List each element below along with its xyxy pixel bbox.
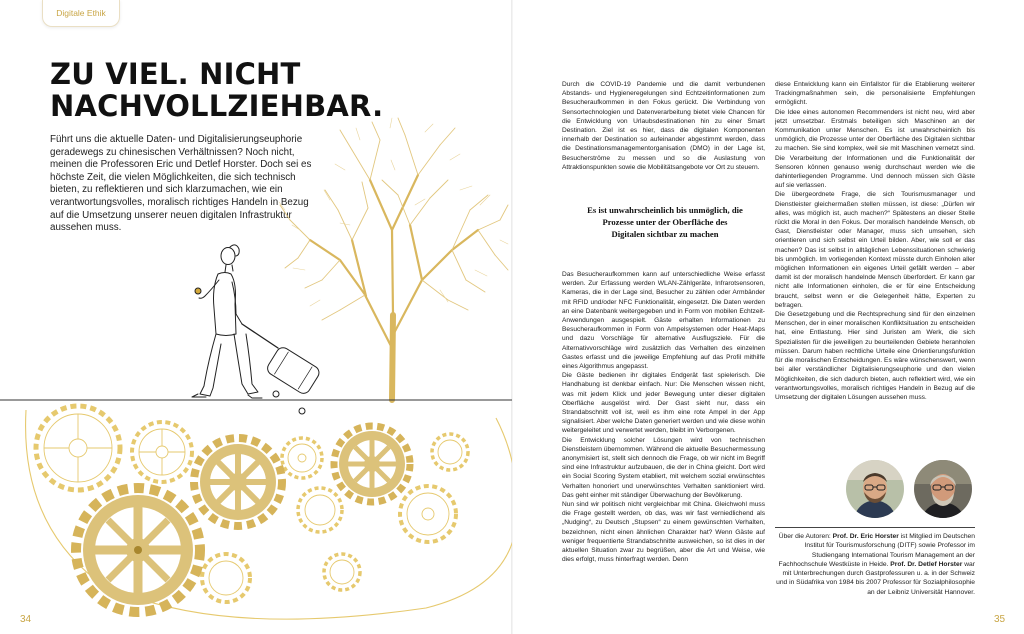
text-column-1: [562, 80, 765, 190]
gears-illustration: [26, 406, 512, 619]
page-number-left: 34: [20, 614, 32, 625]
authors-divider: [775, 527, 975, 528]
author-bio-1: ist Mitglied im Deutschen Institut für Tourismusforschung (DITF) sowie Professor im Studiengang International Tourism Management an der Fachhochschule Westküste in Heide.: [778, 533, 975, 568]
author-photo-eric: [846, 460, 904, 518]
page-number-right: 35: [994, 614, 1006, 625]
authors-intro: Über die Autoren:: [778, 533, 833, 540]
paragraph: Das Besucheraufkommen kann auf unterschiedliche Weise erfasst werden. Zur Erfassung werden WLAN-Zählgeräte, Infrarotsensoren, Kameras, die in der Lage sind, Besucher zu zählen oder Armbänder mit RFID und/oder NFC Funktionalität, eingesetzt. Die Daten werden an eine Datenbank weitergegeben und in Form von mobilen Echtzeit-Anwendungen ausgespielt. Gäste erhalten Informationen zu Besucheraufkommen in Form von Ampelsystemen oder Heat-Maps und dazu Vorschläge für alternative Ausflugsziele. Für die Alternativvorschläge wird zusätzlich das Verhalten des einzelnen Gastes erfasst und die jeweilige Empfehlung auf das Profil mithilfe eines Algorithmus angepasst.: [562, 271, 765, 371]
paragraph: Nun sind wir politisch nicht vergleichbar mit China. Gleichwohl muss die Frage gestellt werden, ob das, was wir fast verniedlichend als „Nudging“, zu Deutsch „Stupsen“ zu einem gewünschten Verhalten, bezeichnen, nicht einen ähnlichen Charakter hat? Wenn Gäste auf weniger frequentierte Strandabschnitte ausweichen, so ist dies in der aktuellen Situation zwar zu begrüßen, aber die Art und Weise, wie dies erfolgt, muss hinterfragt werden. Denn: [562, 501, 765, 564]
text-column-1-continued: [562, 270, 765, 626]
paragraph: Die Entwicklung solcher Lösungen wird von technischen Dienstleistern übernommen. Während die aktuelle Besuchermessung anonymisiert ist, stellt sich dennoch die Frage, ob wir nicht im Begriff sind eine Infrastruktur aufzubauen, die der in China gleicht. Dort wird ein Social Scoring System etabliert, mit welchem sozial erwünschtes Verhalten honoriert und unerwünschtes Verhalten sanktioniert wird. Das geht einher mit ständiger Überwachung der Bevölkerung.: [562, 436, 765, 499]
pull-quote: Es ist unwahrscheinlich bis unmöglich, die Prozesse unter der Oberfläche des Digitalen sichtbar zu machen: [587, 205, 743, 239]
author-bio-2: war mit Unterbrechungen durch Gastprofessuren u. a. in der Schweiz und in Südafrika von 1984 bis 2007 Professor für Sozialphilosophie an der Leibniz Universität Hannover.: [776, 560, 975, 596]
paragraph: Die Idee eines autonomen Recommenders ist nicht neu, wird aber jetzt umsetzbar. Erstmals beteiligen sich Maschinen an der Kommunikation unter Menschen. Es ist unwahrscheinlich bis unmöglich, die Prozesse unter der Oberfläche des Digitalen sichtbar zu machen. Sie sind komplex, weil sie mit Maschinen vernetzt sind. Die Verarbeitung der Informationen und die Funktionalität der Sensoren können genauso wenig durchschaut werden wie die dahinterliegenden Programme. Und dennoch müssen sich Gäste auf sie verlassen.: [775, 108, 975, 190]
author-photo: [846, 460, 904, 518]
section-tag: Digitale Ethik: [42, 0, 120, 27]
text-column-2: [775, 80, 975, 420]
paragraph: diese Entwicklung kann ein Einfallstor für die Etablierung weiterer Trackingmaßnahmen sein, die personalisierte Empfehlungen ermöglicht.: [775, 81, 975, 107]
lead-paragraph: Führt uns die aktuelle Daten- und Digitalisierungseuphorie geradewegs zu chinesischen Verhältnissen? Noch nicht, meinen die Professoren Eric und Detlef Horster. Doch sei es höchste Zeit, die vielen Möglichkeiten, die sich technisch bieten, zu reflektieren und sich klarzumachen, wie ein verantwortungsvolles, moralisch richtiges Handeln in Bezug auf die Umsetzung unserer neuen digitalen Infrastruktur aussehen muss.: [50, 134, 312, 234]
author-name-2: Prof. Dr. Detlef Horster: [890, 560, 963, 568]
author-photo: [914, 460, 972, 518]
author-photo-detlef: [914, 460, 972, 518]
headline: ZU VIEL. NICHT NACHVOLLZIEHBAR.: [50, 57, 384, 123]
woman-with-suitcase-illustration: [192, 245, 322, 414]
paragraph: Die Gäste bedienen ihr digitales Endgerät fast spielerisch. Die Handhabung ist denkbar einfach. Nur: Die Menschen wissen nicht, was mit jedem Klick und jeder Bewegung unter dieser digitalen Oberfläche ausgelöst wird. Der Gast sieht nur, dass ein Strandabschnitt voll ist, weil es ihm eine rote Ampel in der App signalisiert. Aber welche Daten generiert werden und wie diese wohin weitergeleitet und verwertet werden, bleibt im Verborgenen.: [562, 372, 765, 435]
paragraph: Die übergeordnete Frage, die sich Tourismusmanager und Dienstleister gleichermaßen stellen müssen, ist diese: „Dürfen wir alles, was möglich ist, auch machen?“ Spätestens an dieser Stelle rückt die Moral in den Fokus. Der moralisch handelnde Mensch, ob Gast, Dienstleister oder Manager, muss sich umsehen, sich orientieren und sich selbst ein Urteil bilden. Aber, wie soll er das machen? Das ist selbst in alltäglichen Lebenssituationen schwierig bis unmöglich. Im vorliegenden Kontext müsste durch Einholen aller möglichen Informationen ein eigenes Urteil gefällt werden – aber damit ist der moralisch handelnde Mensch überfordert. Er kann gar nicht alle Informationen einholen, die er für eine Entscheidung braucht, selbst wenn er die Gelegenheit hätte, Experten zu befragen.: [775, 191, 975, 309]
authors-box: [775, 532, 975, 597]
author-name-1: Prof. Dr. Eric Horster: [832, 533, 899, 540]
tree-illustration: [279, 118, 508, 400]
paragraph: Durch die COVID-19 Pandemie und die damit verbundenen Abstands- und Hygieneregelungen sind Echtzeitinformationen zum Besucheraufkommen in den Fokus gerückt. Die Verbindung von Sensortechnologien und Datenverarbeitung bietet viele Chancen für die Entwicklung von Urlaubsdestinationen hin zu einer Smart Destination. Ziel ist es hier, dass die digitalen Komponenten innerhalb der Destination so aufeinander abgestimmt werden, dass die Destinationsmanagementorganisation (DMO) in der Lage ist, Besucherströme zu messen und so die Auslastung von Attraktionspunkten sowie die Mobilitätsangebote vor Ort zu steuern.: [562, 81, 765, 171]
paragraph: Die Gesetzgebung und die Rechtsprechung sind für den einzelnen Menschen, der in einer moralischen Konfliktsituation zu entscheiden hat, eine Entlastung. Hier sind Juristen am Werk, die sich Spezialisten für die jeweiligen zu beurteilenden Gebiete heranholen müssen. Darum haben rechtliche Urteile eine Orientierungsfunktion für die moralischen Entscheidungen. Es wäre wünschenswert, wenn bei aller verständlicher Digitalisierungseuphorie und den vielen Möglichkeiten, die sich dadurch bieten, auch reflektiert wird, wie ein verantwortungsvolles, moralisch richtiges Handeln in Bezug auf die Umsetzung der digitalen Lösungen aussehen muss.: [775, 311, 975, 401]
illustration: [0, 110, 512, 620]
